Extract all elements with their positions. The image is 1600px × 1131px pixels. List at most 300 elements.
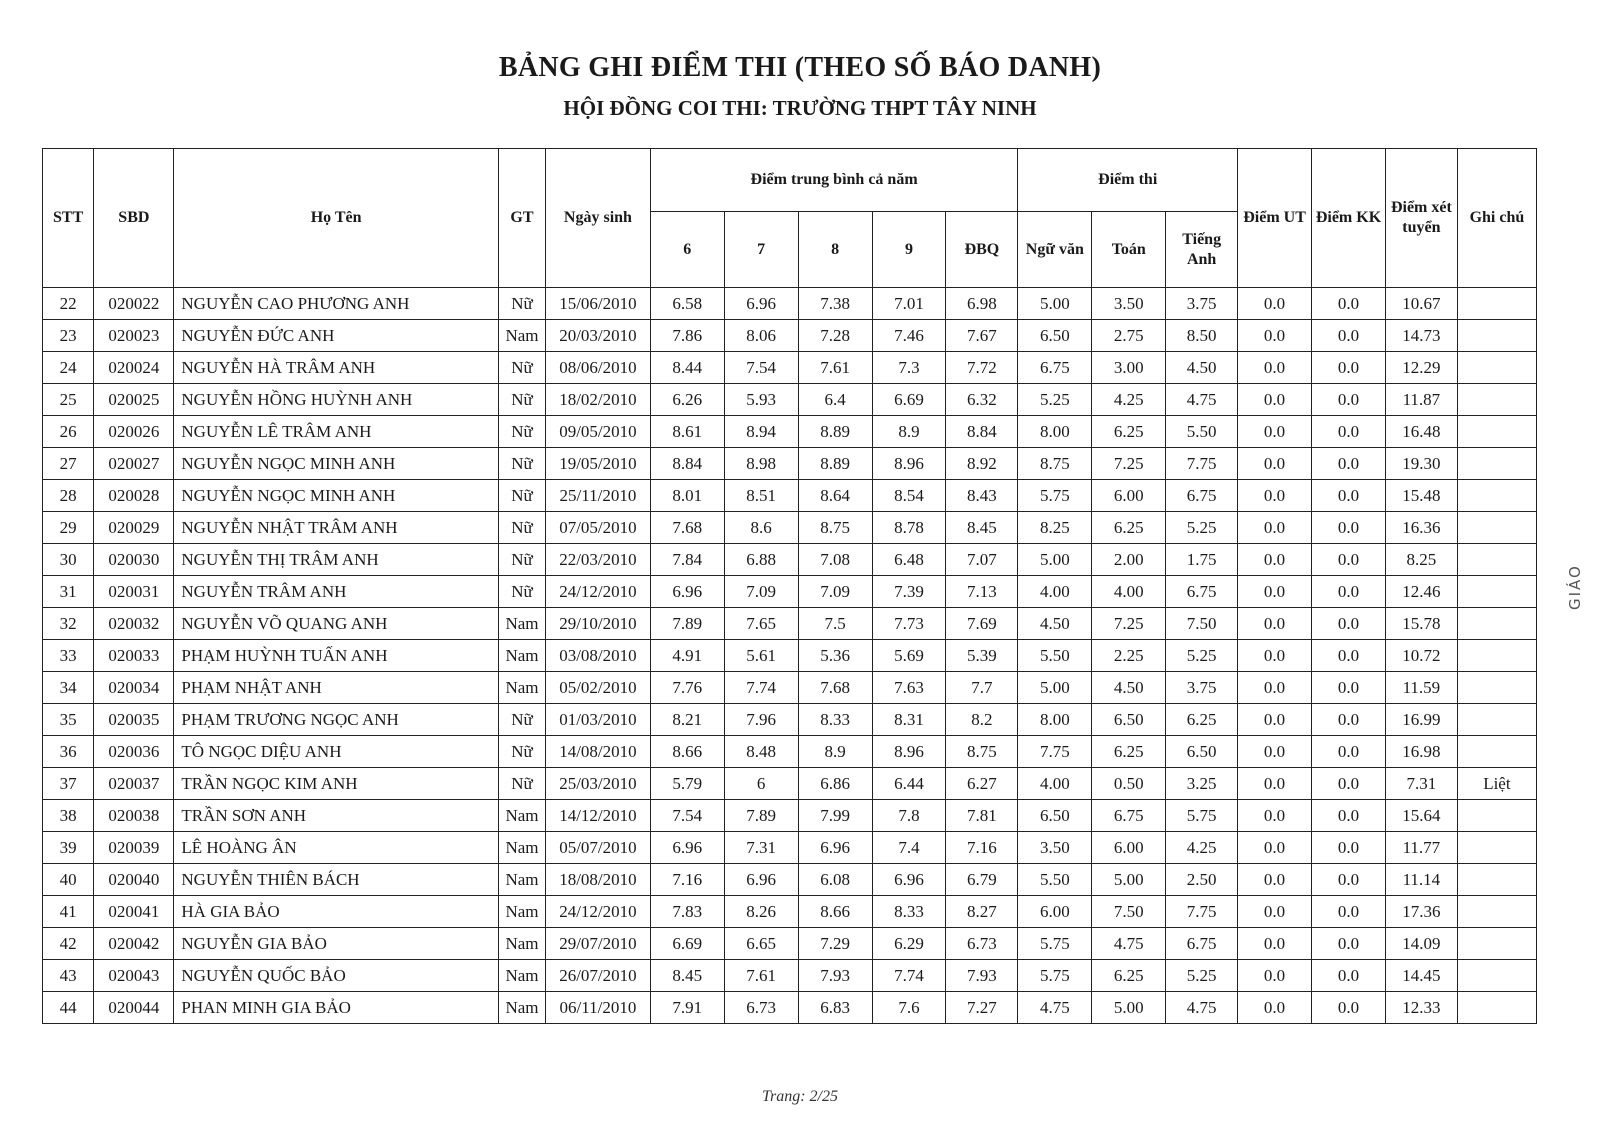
cell-grade8: 7.08 [798,544,872,576]
cell-priority: 0.0 [1238,672,1312,704]
cell-math: 6.25 [1092,736,1166,768]
cell-bonus: 0.0 [1312,608,1386,640]
cell-name: PHẠM HUỲNH TUẤN ANH [174,640,498,672]
cell-name: PHẠM TRƯƠNG NGỌC ANH [174,704,498,736]
cell-literature: 5.00 [1018,672,1092,704]
cell-math: 4.50 [1092,672,1166,704]
cell-admission: 8.25 [1385,544,1457,576]
cell-admission: 14.45 [1385,960,1457,992]
cell-math: 4.25 [1092,384,1166,416]
cell-priority: 0.0 [1238,384,1312,416]
table-body [43,288,1537,1024]
cell-stt: 32 [43,608,94,640]
cell-dbq: 7.7 [946,672,1018,704]
cell-dbq: 6.32 [946,384,1018,416]
cell-grade6: 8.45 [650,960,724,992]
cell-sbd: 020034 [94,672,174,704]
cell-grade9: 7.3 [872,352,946,384]
cell-grade9: 8.96 [872,736,946,768]
cell-dob: 05/07/2010 [546,832,651,864]
cell-grade8: 6.83 [798,992,872,1024]
cell-bonus: 0.0 [1312,896,1386,928]
cell-english: 3.75 [1166,672,1238,704]
cell-note [1457,416,1536,448]
cell-admission: 16.48 [1385,416,1457,448]
cell-gender: Nữ [498,288,545,320]
cell-math: 2.00 [1092,544,1166,576]
col-header-dbq: ĐBQ [946,212,1018,288]
cell-priority: 0.0 [1238,352,1312,384]
cell-english: 6.25 [1166,704,1238,736]
cell-admission: 7.31 [1385,768,1457,800]
exam-council-subtitle: HỘI ĐỒNG COI THI: TRƯỜNG THPT TÂY NINH [563,96,1037,120]
cell-literature: 4.75 [1018,992,1092,1024]
col-header-admission: Điểm xét tuyển [1385,149,1457,288]
col-header-sbd: SBD [94,149,174,288]
cell-bonus: 0.0 [1312,864,1386,896]
cell-sbd: 020026 [94,416,174,448]
cell-gender: Nam [498,960,545,992]
cell-sbd: 020039 [94,832,174,864]
cell-grade8: 8.89 [798,448,872,480]
cell-priority: 0.0 [1238,896,1312,928]
cell-grade9: 6.44 [872,768,946,800]
cell-grade6: 4.91 [650,640,724,672]
cell-stt: 39 [43,832,94,864]
cell-grade7: 8.98 [724,448,798,480]
cell-grade7: 7.31 [724,832,798,864]
cell-grade9: 8.78 [872,512,946,544]
cell-grade7: 6.65 [724,928,798,960]
cell-grade7: 8.06 [724,320,798,352]
cell-literature: 5.50 [1018,864,1092,896]
cell-grade8: 6.4 [798,384,872,416]
cell-admission: 10.72 [1385,640,1457,672]
cell-english: 3.25 [1166,768,1238,800]
cell-gender: Nữ [498,704,545,736]
cell-literature: 3.50 [1018,832,1092,864]
cell-grade7: 7.89 [724,800,798,832]
cell-note [1457,960,1536,992]
cell-stt: 33 [43,640,94,672]
cell-english: 5.25 [1166,640,1238,672]
cell-priority: 0.0 [1238,480,1312,512]
cell-dbq: 8.84 [946,416,1018,448]
cell-grade9: 6.48 [872,544,946,576]
col-header-bonus: Điểm KK [1312,149,1386,288]
cell-stt: 31 [43,576,94,608]
cell-name: TÔ NGỌC DIỆU ANH [174,736,498,768]
cell-grade6: 6.96 [650,576,724,608]
cell-literature: 6.50 [1018,800,1092,832]
cell-grade6: 7.83 [650,896,724,928]
cell-grade7: 6 [724,768,798,800]
cell-sbd: 020035 [94,704,174,736]
cell-grade6: 6.58 [650,288,724,320]
cell-name: NGUYỄN THỊ TRÂM ANH [174,544,498,576]
table-row [43,416,1537,448]
col-header-grade-7: 7 [724,212,798,288]
cell-bonus: 0.0 [1312,416,1386,448]
cell-sbd: 020038 [94,800,174,832]
cell-literature: 5.50 [1018,640,1092,672]
cell-priority: 0.0 [1238,448,1312,480]
cell-sbd: 020043 [94,960,174,992]
cell-gender: Nữ [498,448,545,480]
table-row [43,960,1537,992]
cell-english: 5.50 [1166,416,1238,448]
cell-grade6: 7.86 [650,320,724,352]
cell-bonus: 0.0 [1312,704,1386,736]
table-row [43,448,1537,480]
cell-gender: Nữ [498,480,545,512]
cell-dbq: 7.13 [946,576,1018,608]
cell-gender: Nam [498,640,545,672]
cell-name: NGUYỄN VÕ QUANG ANH [174,608,498,640]
cell-english: 7.50 [1166,608,1238,640]
cell-sbd: 020032 [94,608,174,640]
cell-grade9: 6.29 [872,928,946,960]
cell-priority: 0.0 [1238,704,1312,736]
cell-grade6: 7.76 [650,672,724,704]
col-header-literature: Ngữ văn [1018,212,1092,288]
cell-name: LÊ HOÀNG ÂN [174,832,498,864]
table-row [43,640,1537,672]
cell-note [1457,288,1536,320]
cell-stt: 29 [43,512,94,544]
cell-note [1457,832,1536,864]
cell-english: 3.75 [1166,288,1238,320]
cell-gender: Nữ [498,352,545,384]
cell-gender: Nam [498,992,545,1024]
cell-stt: 43 [43,960,94,992]
col-header-name: Họ Tên [174,149,498,288]
cell-grade9: 7.74 [872,960,946,992]
cell-grade6: 8.21 [650,704,724,736]
cell-math: 3.50 [1092,288,1166,320]
cell-name: NGUYỄN GIA BẢO [174,928,498,960]
cell-english: 4.75 [1166,992,1238,1024]
cell-bonus: 0.0 [1312,512,1386,544]
cell-bonus: 0.0 [1312,544,1386,576]
cell-literature: 6.75 [1018,352,1092,384]
cell-gender: Nam [498,800,545,832]
cell-priority: 0.0 [1238,576,1312,608]
cell-admission: 14.09 [1385,928,1457,960]
cell-math: 4.75 [1092,928,1166,960]
cell-note [1457,320,1536,352]
cell-admission: 16.36 [1385,512,1457,544]
cell-name: NGUYỄN ĐỨC ANH [174,320,498,352]
cell-priority: 0.0 [1238,544,1312,576]
cell-grade6: 7.91 [650,992,724,1024]
col-header-grade-8: 8 [798,212,872,288]
cell-note [1457,928,1536,960]
cell-bonus: 0.0 [1312,800,1386,832]
cell-grade7: 7.09 [724,576,798,608]
cell-note [1457,704,1536,736]
cell-stt: 24 [43,352,94,384]
cell-english: 6.75 [1166,480,1238,512]
cell-dbq: 6.73 [946,928,1018,960]
cell-stt: 23 [43,320,94,352]
table-row [43,288,1537,320]
cell-math: 7.25 [1092,448,1166,480]
cell-sbd: 020042 [94,928,174,960]
cell-grade6: 6.26 [650,384,724,416]
cell-grade6: 6.96 [650,832,724,864]
cell-math: 6.50 [1092,704,1166,736]
cell-grade9: 7.46 [872,320,946,352]
cell-literature: 8.00 [1018,704,1092,736]
col-header-math: Toán [1092,212,1166,288]
cell-math: 2.75 [1092,320,1166,352]
cell-english: 5.25 [1166,960,1238,992]
col-header-gender: GT [498,149,545,288]
col-header-grade-6: 6 [650,212,724,288]
cell-note: Liệt [1457,768,1536,800]
cell-grade8: 8.9 [798,736,872,768]
cell-dob: 03/08/2010 [546,640,651,672]
cell-sbd: 020029 [94,512,174,544]
cell-name: NGUYỄN HỒNG HUỲNH ANH [174,384,498,416]
cell-sbd: 020028 [94,480,174,512]
cell-stt: 22 [43,288,94,320]
cell-math: 5.00 [1092,864,1166,896]
cell-literature: 4.00 [1018,576,1092,608]
cell-dob: 05/02/2010 [546,672,651,704]
cell-dob: 01/03/2010 [546,704,651,736]
cell-name: TRẦN SƠN ANH [174,800,498,832]
cell-priority: 0.0 [1238,928,1312,960]
cell-grade9: 8.54 [872,480,946,512]
cell-dbq: 7.67 [946,320,1018,352]
cell-admission: 11.59 [1385,672,1457,704]
cell-bonus: 0.0 [1312,960,1386,992]
table-row [43,768,1537,800]
table-row [43,896,1537,928]
cell-literature: 5.00 [1018,288,1092,320]
cell-math: 0.50 [1092,768,1166,800]
table-row [43,832,1537,864]
cell-gender: Nam [498,672,545,704]
edge-stamp-mark: GIÁO [1566,564,1584,610]
cell-grade8: 7.28 [798,320,872,352]
cell-admission: 10.67 [1385,288,1457,320]
cell-gender: Nữ [498,512,545,544]
cell-sbd: 020027 [94,448,174,480]
cell-literature: 6.00 [1018,896,1092,928]
cell-admission: 11.77 [1385,832,1457,864]
cell-admission: 12.33 [1385,992,1457,1024]
cell-literature: 8.75 [1018,448,1092,480]
cell-stt: 38 [43,800,94,832]
cell-grade8: 8.33 [798,704,872,736]
cell-stt: 28 [43,480,94,512]
table-row [43,672,1537,704]
cell-grade7: 5.61 [724,640,798,672]
col-group-yearly-average: Điểm trung bình cả năm [650,149,1018,212]
cell-note [1457,544,1536,576]
cell-bonus: 0.0 [1312,320,1386,352]
cell-dob: 24/12/2010 [546,896,651,928]
cell-note [1457,640,1536,672]
table-row [43,576,1537,608]
cell-dob: 09/05/2010 [546,416,651,448]
cell-grade6: 7.54 [650,800,724,832]
cell-grade7: 8.94 [724,416,798,448]
cell-grade9: 6.69 [872,384,946,416]
cell-priority: 0.0 [1238,864,1312,896]
cell-bonus: 0.0 [1312,640,1386,672]
cell-grade8: 5.36 [798,640,872,672]
cell-bonus: 0.0 [1312,384,1386,416]
cell-grade8: 8.89 [798,416,872,448]
col-header-stt: STT [43,149,94,288]
cell-dbq: 8.75 [946,736,1018,768]
cell-grade6: 6.69 [650,928,724,960]
cell-dob: 08/06/2010 [546,352,651,384]
cell-math: 6.25 [1092,416,1166,448]
cell-math: 6.00 [1092,832,1166,864]
cell-math: 7.50 [1092,896,1166,928]
cell-sbd: 020024 [94,352,174,384]
cell-grade9: 7.73 [872,608,946,640]
cell-grade9: 7.8 [872,800,946,832]
cell-dob: 18/02/2010 [546,384,651,416]
cell-english: 4.50 [1166,352,1238,384]
cell-stt: 41 [43,896,94,928]
cell-grade8: 7.99 [798,800,872,832]
cell-note [1457,896,1536,928]
col-header-grade-9: 9 [872,212,946,288]
cell-english: 5.25 [1166,512,1238,544]
cell-name: NGUYỄN LÊ TRÂM ANH [174,416,498,448]
col-header-english: Tiếng Anh [1166,212,1238,288]
cell-grade7: 7.96 [724,704,798,736]
cell-note [1457,672,1536,704]
cell-sbd: 020037 [94,768,174,800]
cell-grade8: 7.29 [798,928,872,960]
cell-dob: 06/11/2010 [546,992,651,1024]
cell-sbd: 020036 [94,736,174,768]
cell-grade7: 5.93 [724,384,798,416]
document-title: BẢNG GHI ĐIỂM THI (THEO SỐ BÁO DANH) [498,52,1102,83]
cell-grade6: 7.68 [650,512,724,544]
table-row [43,352,1537,384]
cell-bonus: 0.0 [1312,576,1386,608]
cell-english: 1.75 [1166,544,1238,576]
cell-dob: 18/08/2010 [546,864,651,896]
cell-stt: 40 [43,864,94,896]
cell-priority: 0.0 [1238,800,1312,832]
cell-grade8: 7.5 [798,608,872,640]
cell-dbq: 6.79 [946,864,1018,896]
cell-dbq: 7.07 [946,544,1018,576]
cell-grade6: 7.84 [650,544,724,576]
page-number: Trang: 2/25 [761,1088,838,1105]
cell-dob: 15/06/2010 [546,288,651,320]
cell-english: 6.75 [1166,576,1238,608]
cell-literature: 8.25 [1018,512,1092,544]
cell-name: NGUYỄN CAO PHƯƠNG ANH [174,288,498,320]
cell-name: NGUYỄN HÀ TRÂM ANH [174,352,498,384]
cell-grade6: 8.84 [650,448,724,480]
cell-math: 2.25 [1092,640,1166,672]
cell-grade6: 8.01 [650,480,724,512]
cell-dob: 29/07/2010 [546,928,651,960]
cell-grade7: 6.73 [724,992,798,1024]
cell-grade6: 8.66 [650,736,724,768]
cell-note [1457,512,1536,544]
cell-english: 5.75 [1166,800,1238,832]
cell-bonus: 0.0 [1312,352,1386,384]
cell-grade9: 7.01 [872,288,946,320]
cell-literature: 5.75 [1018,960,1092,992]
table-row [43,864,1537,896]
cell-dbq: 7.72 [946,352,1018,384]
cell-bonus: 0.0 [1312,832,1386,864]
cell-stt: 25 [43,384,94,416]
cell-grade6: 5.79 [650,768,724,800]
cell-dob: 25/11/2010 [546,480,651,512]
cell-admission: 15.64 [1385,800,1457,832]
cell-note [1457,352,1536,384]
cell-english: 7.75 [1166,896,1238,928]
cell-dbq: 7.93 [946,960,1018,992]
cell-grade7: 6.96 [724,288,798,320]
cell-sbd: 020030 [94,544,174,576]
cell-sbd: 020025 [94,384,174,416]
cell-literature: 5.75 [1018,928,1092,960]
cell-grade6: 7.16 [650,864,724,896]
cell-name: PHẠM NHẬT ANH [174,672,498,704]
cell-name: TRẦN NGỌC KIM ANH [174,768,498,800]
cell-admission: 14.73 [1385,320,1457,352]
cell-note [1457,864,1536,896]
cell-admission: 12.29 [1385,352,1457,384]
cell-literature: 6.50 [1018,320,1092,352]
cell-grade9: 8.9 [872,416,946,448]
cell-admission: 15.48 [1385,480,1457,512]
cell-grade8: 7.93 [798,960,872,992]
cell-math: 6.00 [1092,480,1166,512]
cell-name: HÀ GIA BẢO [174,896,498,928]
cell-stt: 35 [43,704,94,736]
cell-note [1457,800,1536,832]
cell-literature: 5.00 [1018,544,1092,576]
col-header-priority: Điểm UT [1238,149,1312,288]
cell-grade8: 8.66 [798,896,872,928]
cell-admission: 19.30 [1385,448,1457,480]
col-header-dob: Ngày sinh [546,149,651,288]
cell-grade9: 7.4 [872,832,946,864]
cell-priority: 0.0 [1238,288,1312,320]
cell-stt: 37 [43,768,94,800]
cell-bonus: 0.0 [1312,928,1386,960]
cell-admission: 11.14 [1385,864,1457,896]
cell-literature: 8.00 [1018,416,1092,448]
cell-dbq: 8.2 [946,704,1018,736]
cell-grade7: 7.74 [724,672,798,704]
cell-name: NGUYỄN NHẬT TRÂM ANH [174,512,498,544]
cell-name: NGUYỄN THIÊN BÁCH [174,864,498,896]
cell-stt: 42 [43,928,94,960]
cell-grade6: 7.89 [650,608,724,640]
cell-note [1457,608,1536,640]
cell-gender: Nữ [498,384,545,416]
cell-bonus: 0.0 [1312,480,1386,512]
